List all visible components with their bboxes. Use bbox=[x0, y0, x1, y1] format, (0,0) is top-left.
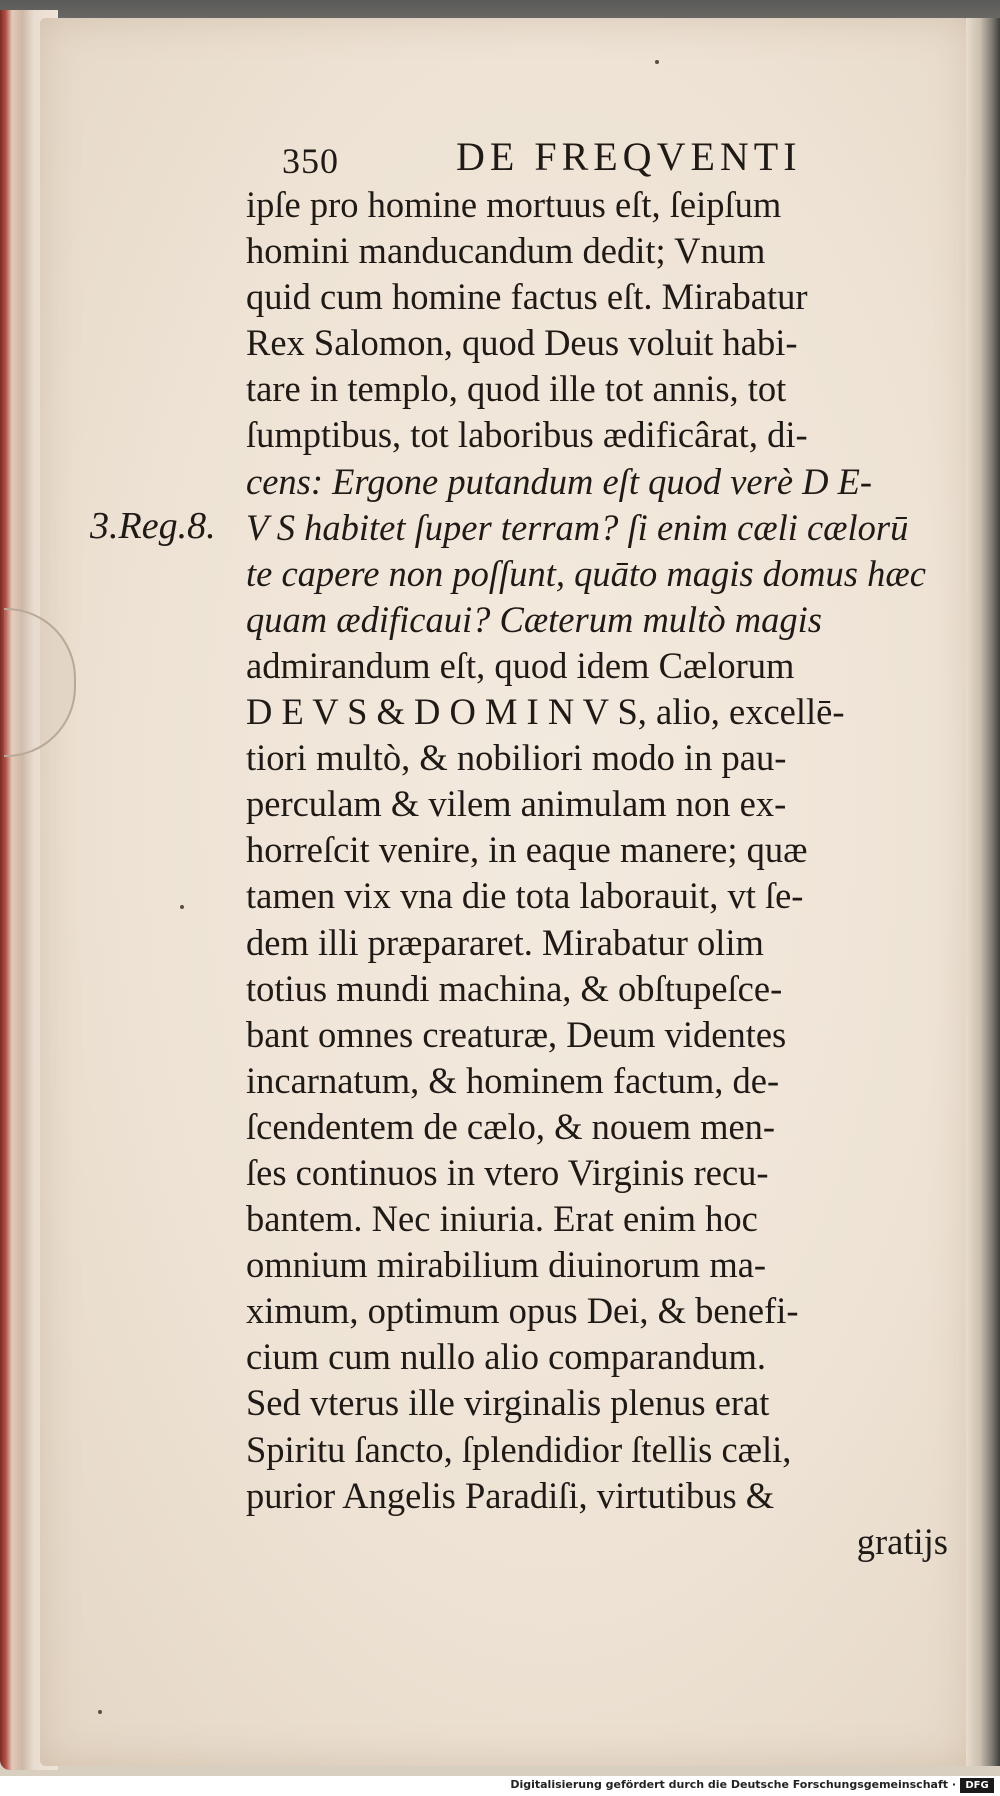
text-line: perculam & vilem animulam non ex- bbox=[246, 783, 787, 825]
book-edge-right bbox=[966, 18, 1000, 1766]
text-line: Sed vterus ille virginalis plenus erat bbox=[246, 1382, 770, 1424]
text-line: gratijs bbox=[856, 1520, 948, 1562]
text-line: ſumptibus, tot laboribus ædificârat, di- bbox=[246, 414, 808, 456]
text-line: tiori multò, & nobiliori modo in pau- bbox=[246, 737, 787, 779]
text-line: tare in templo, quod ille tot annis, tot bbox=[246, 368, 787, 410]
body-text bbox=[246, 182, 966, 1565]
text-line: cium cum nullo alio comparandum. bbox=[246, 1336, 767, 1378]
text-block bbox=[246, 132, 966, 1565]
text-line: te capere non poſſunt, quāto magis domus hæc bbox=[246, 552, 926, 594]
ink-speck bbox=[98, 1710, 102, 1714]
text-line: Rex Salomon, quod Deus voluit habi- bbox=[246, 322, 798, 364]
text-line: ximum, optimum opus Dei, & benefi- bbox=[246, 1290, 799, 1332]
marginal-note: 3.Reg.8. bbox=[90, 505, 216, 547]
text-line: cens: Ergone putandum eſt quod verè D E- bbox=[246, 460, 873, 502]
text-line: tamen vix vna die tota laborauit, vt ſe- bbox=[246, 875, 804, 917]
text-line: bant omnes creaturæ, Deum videntes bbox=[246, 1013, 787, 1055]
text-line: quid cum homine factus eſt. Mirabatur bbox=[246, 276, 808, 318]
text-line: totius mundi machina, & obſtupeſce- bbox=[246, 967, 783, 1009]
text-line: bantem. Nec iniuria. Erat enim hoc bbox=[246, 1198, 758, 1240]
running-title: DE FREQVENTI bbox=[456, 134, 802, 179]
digitization-credit: Digitalisierung gefördert durch die Deutsche Forschungsgemeinschaft · bbox=[510, 1778, 956, 1791]
text-line: quam ædificaui? Cæterum multò magis bbox=[246, 598, 822, 640]
text-line: horreſcit venire, in eaque manere; quæ bbox=[246, 829, 808, 871]
text-line: admirandum eſt, quod idem Cælorum bbox=[246, 644, 795, 686]
text-line: D E V S & D O M I N V S, alio, excellē- bbox=[246, 691, 845, 733]
text-line: ipſe pro homine mortuus eſt, ſeipſum bbox=[246, 184, 782, 225]
ink-speck bbox=[180, 905, 184, 909]
page-number: 350 bbox=[282, 141, 339, 181]
text-line: Spiritu ſancto, ſplendidior ſtellis cæli, bbox=[246, 1428, 792, 1470]
text-line: purior Angelis Paradiſi, virtutibus & bbox=[246, 1474, 775, 1516]
text-line: ſes continuos in vtero Virginis recu- bbox=[246, 1151, 769, 1193]
text-line: ſcendentem de cælo, & nouem men- bbox=[246, 1105, 776, 1147]
dfg-logo: DFG bbox=[960, 1778, 994, 1793]
running-header bbox=[246, 132, 966, 182]
text-line: omnium mirabilium diuinorum ma- bbox=[246, 1244, 767, 1286]
ink-speck bbox=[655, 60, 659, 64]
text-line: dem illi præpararet. Mirabatur olim bbox=[246, 921, 764, 963]
text-line: V S habitet ſuper terram? ſi enim cæli cælorū bbox=[246, 506, 909, 548]
text-line: homini manducandum dedit; Vnum bbox=[246, 230, 766, 272]
text-line: incarnatum, & hominem factum, de- bbox=[246, 1059, 780, 1101]
